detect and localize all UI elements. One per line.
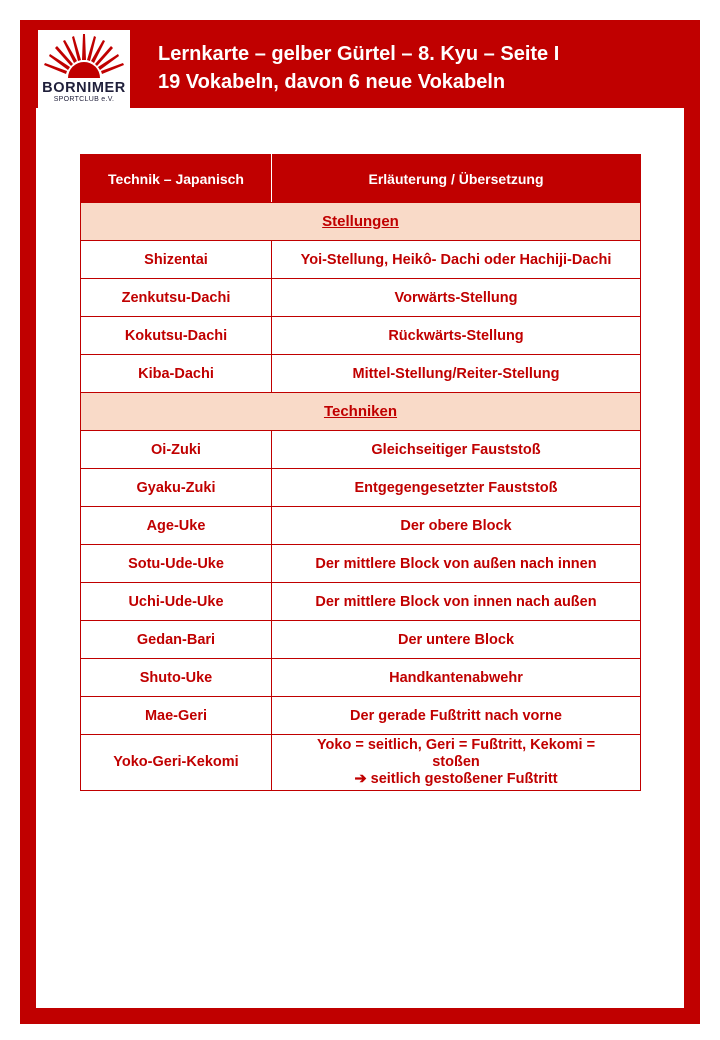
meaning-line-3: ➔ seitlich gestoßener Fußtritt xyxy=(354,771,558,787)
table-row xyxy=(81,735,641,791)
term-cell: Mae-Geri xyxy=(81,697,272,735)
meaning-cell: Der mittlere Block von innen nach außen xyxy=(272,583,641,621)
meaning-cell: Handkantenabwehr xyxy=(272,659,641,697)
section-title-stellungen: Stellungen xyxy=(81,203,641,241)
table-row xyxy=(81,583,641,621)
table-row xyxy=(81,545,641,583)
page-title xyxy=(158,40,559,96)
table-row xyxy=(81,431,641,469)
table-row xyxy=(81,697,641,735)
term-cell: Kokutsu-Dachi xyxy=(81,317,272,355)
term-cell: Shizentai xyxy=(81,241,272,279)
section-row xyxy=(81,203,641,241)
column-header-meaning: Erläuterung / Übersetzung xyxy=(272,155,641,203)
meaning-cell: Vorwärts-Stellung xyxy=(272,279,641,317)
section-row xyxy=(81,393,641,431)
table-row xyxy=(81,507,641,545)
logo-subtitle: SPORTCLUB e.V. xyxy=(53,96,115,103)
sun-rays-icon xyxy=(38,30,130,86)
column-header-term: Technik – Japanisch xyxy=(81,155,272,203)
table-row xyxy=(81,279,641,317)
meaning-cell: Der gerade Fußtritt nach vorne xyxy=(272,697,641,735)
term-cell: Yoko-Geri-Kekomi xyxy=(81,735,272,791)
term-cell: Zenkutsu-Dachi xyxy=(81,279,272,317)
title-line-1: Lernkarte – gelber Gürtel – 8. Kyu – Seite I xyxy=(158,43,560,65)
logo-name: BORNIMER xyxy=(42,80,126,96)
meaning-cell: Der untere Block xyxy=(272,621,641,659)
meaning-cell: Entgegengesetzter Fauststoß xyxy=(272,469,641,507)
section-title-techniken: Techniken xyxy=(81,393,641,431)
term-cell: Sotu-Ude-Uke xyxy=(81,545,272,583)
table-header-row xyxy=(81,155,641,203)
club-logo xyxy=(38,30,130,108)
term-cell: Gyaku-Zuki xyxy=(81,469,272,507)
meaning-line-2: stoßen xyxy=(432,754,480,770)
meaning-line-1: Yoko = seitlich, Geri = Fußtritt, Kekomi = xyxy=(316,737,596,753)
term-cell: Uchi-Ude-Uke xyxy=(81,583,272,621)
meaning-cell: Rückwärts-Stellung xyxy=(272,317,641,355)
table-row xyxy=(81,659,641,697)
table-row xyxy=(81,241,641,279)
meaning-cell: Der mittlere Block von außen nach innen xyxy=(272,545,641,583)
table-row xyxy=(81,469,641,507)
meaning-cell: Yoi-Stellung, Heikô- Dachi oder Hachiji-Dachi xyxy=(272,241,641,279)
table-row xyxy=(81,317,641,355)
term-cell: Oi-Zuki xyxy=(81,431,272,469)
term-cell: Kiba-Dachi xyxy=(81,355,272,393)
term-cell: Shuto-Uke xyxy=(81,659,272,697)
term-cell: Age-Uke xyxy=(81,507,272,545)
table-row xyxy=(81,621,641,659)
term-cell: Gedan-Bari xyxy=(81,621,272,659)
table-row xyxy=(81,355,641,393)
title-line-2: 19 Vokabeln, davon 6 neue Vokabeln xyxy=(158,71,506,93)
meaning-cell: Der obere Block xyxy=(272,507,641,545)
meaning-cell: Mittel-Stellung/Reiter-Stellung xyxy=(272,355,641,393)
meaning-cell: Gleichseitiger Fauststoß xyxy=(272,431,641,469)
meaning-cell xyxy=(272,735,641,791)
vocabulary-table xyxy=(80,154,641,791)
